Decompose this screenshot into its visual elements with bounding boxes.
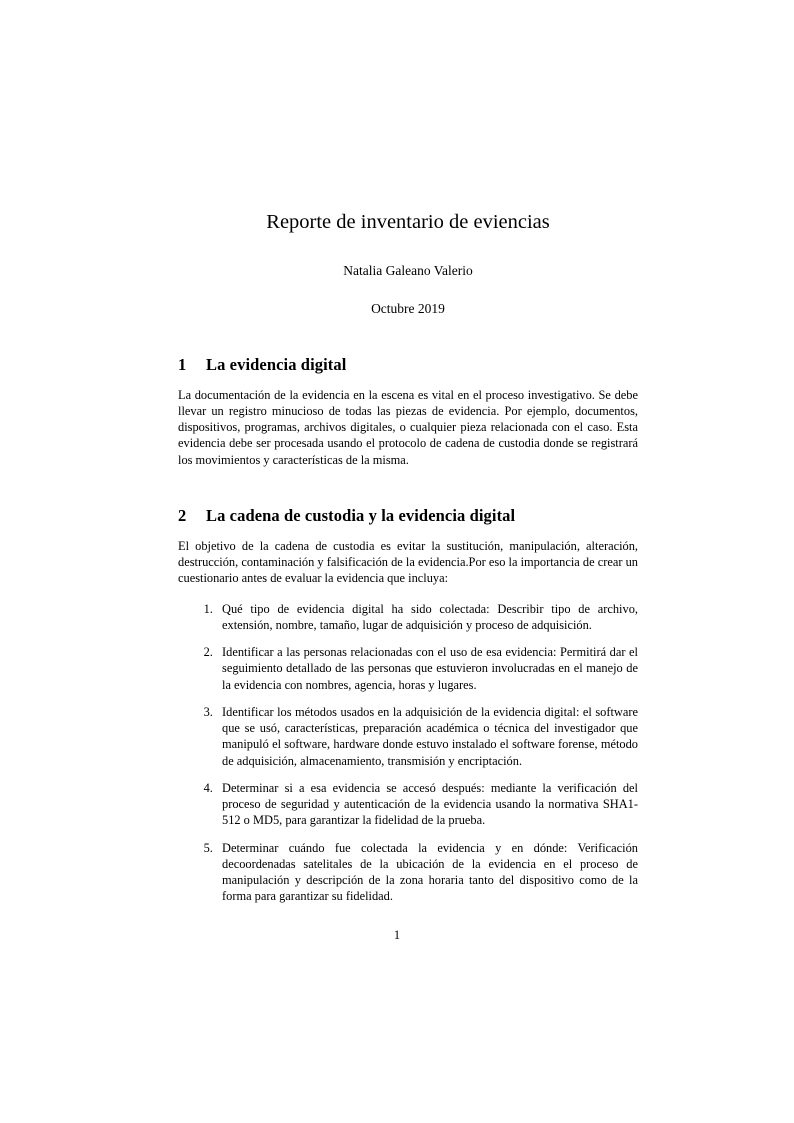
section-title-2: La cadena de custodia y la evidencia digital <box>206 505 516 525</box>
list-item: 4. Determinar si a esa evidencia se accesó después: mediante la verificación del proceso de seguridad y autenticación de la evidencia usando la normativa SHA1-512 o MD5, para garantizar la fidelidad de la prueba. <box>216 780 638 829</box>
list-item: 1. Qué tipo de evidencia digital ha sido colectada: Describir tipo de archivo, extensión, nombre, tamaño, lugar de adquisición y proceso de adquisición. <box>216 601 638 634</box>
document-author: Natalia Galeano Valerio <box>343 262 473 278</box>
questionnaire-list <box>178 601 638 905</box>
list-item: 3. Identificar los métodos usados en la adquisición de la evidencia digital: el software que se usó, características, preparación académica o técnica del investigador que manipuló el software, hardware donde estuvo instalado el software forense, método de adquisición, almacenamiento, transmisión y encriptación. <box>216 704 638 769</box>
section-number-2: 2 <box>178 505 187 525</box>
section-number-1: 1 <box>178 354 187 374</box>
section-title-1: La evidencia digital <box>206 354 347 374</box>
document-date: Octubre 2019 <box>371 300 445 316</box>
section-2-paragraph: El objetivo de la cadena de custodia es evitar la sustitución, manipulación, alteración, destrucción, contaminación y falsificación de la evidencia.Por eso la importancia de crear un cuestionario antes de evaluar la evidencia que incluya: <box>178 538 638 586</box>
list-item: 5. Determinar cuándo fue colectada la evidencia y en dónde: Verificación decoordenadas satelitales de la ubicación de la evidencia en el proceso de manipulación y descripción de la zona horaria tanto del dispositivo como de la forma para garantizar su fidelidad. <box>216 840 638 905</box>
page-number: 1 <box>393 928 401 942</box>
section-heading-2 <box>178 506 638 526</box>
section-heading-1 <box>178 355 638 375</box>
section-1-paragraph: La documentación de la evidencia en la escena es vital en el proceso investigativo. Se debe llevar un registro minucioso de todas las piezas de evidencia. Por ejemplo, documentos, dispositivos, programas, archivos digitales, o cualquier pieza relacionada con el caso. Esta evidencia debe ser procesada usando el protocolo de cadena de custodia donde se registrará los movimientos y características de la misma. <box>178 387 638 467</box>
document-title: Reporte de inventario de eviencias <box>266 211 550 233</box>
list-item: 2. Identificar a las personas relacionadas con el uso de esa evidencia: Permitirá dar el seguimiento detallado de las personas que estuvieron involucradas en el manejo de la evidencia con nombres, agencia, horas y lugares. <box>216 644 638 693</box>
document-content <box>178 0 638 905</box>
